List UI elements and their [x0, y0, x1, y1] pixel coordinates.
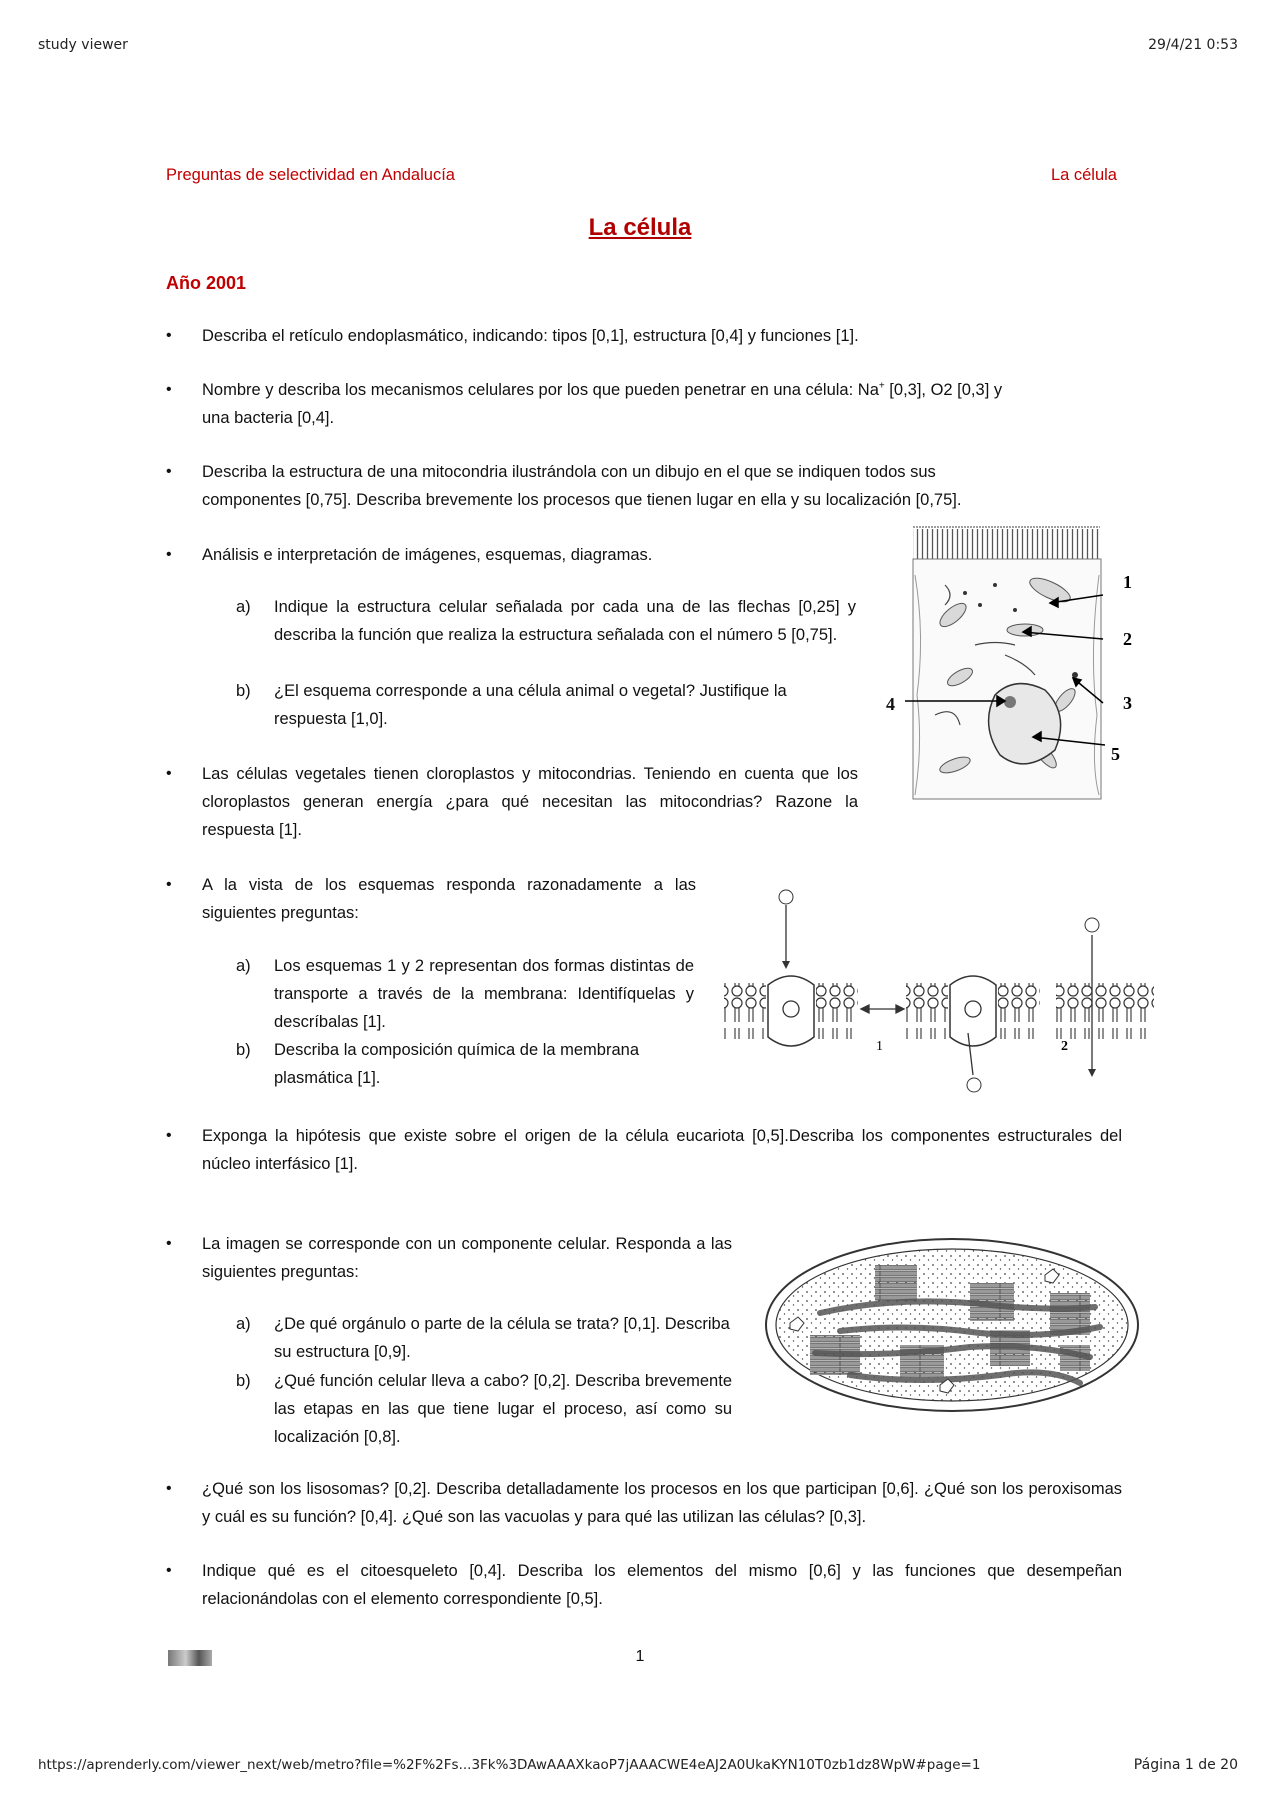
membrane-transport-diagram [716, 885, 1156, 1095]
page-indicator: Página 1 de 20 [1133, 1757, 1238, 1773]
cell-label-5: 5 [1111, 744, 1120, 764]
question-8b [236, 1367, 736, 1451]
cell-label-4: 4 [886, 694, 895, 714]
cell-label-3: 3 [1123, 693, 1132, 713]
bullet: • [166, 1127, 172, 1144]
question-2-text-a: Nombre y describa los mecanismos celulares por los que pueden penetrar en una célula: Na [202, 381, 879, 399]
question-2-text-c: una bacteria [0,4]. [202, 409, 335, 427]
question-2-superscript: + [878, 380, 885, 392]
question-5: Las células vegetales tienen cloroplastos y mitocondrias. Teniendo en cuenta que los cloroplastos generan energía ¿para qué necesitan las mitocondrias? Razone la respuesta [1]. [202, 765, 858, 839]
page-title: La célula [588, 214, 692, 241]
sub-text: ¿Qué función celular lleva a cabo? [0,2]. Describa brevemente las etapas en las que tiene lugar el proceso, así como su localización [0,8]. [274, 1372, 732, 1446]
section-year: Año 2001 [166, 273, 247, 293]
question-3-line-2: componentes [0,75]. Describa brevemente los procesos que tienen lugar en ella y su localización [0,75]. [202, 491, 962, 509]
bullet: • [166, 381, 172, 398]
bullet: • [166, 876, 172, 893]
sub-text: Describa la composición química de la membrana plasmática [1]. [274, 1041, 639, 1087]
cell-label-1: 1 [1123, 572, 1132, 592]
question-8: La imagen se corresponde con un componente celular. Responda a las siguientes preguntas: [202, 1235, 732, 1281]
bullet: • [166, 765, 172, 782]
bullet: • [166, 1562, 172, 1579]
sub-label: b) [236, 1372, 251, 1390]
sub-text: ¿El esquema corresponde a una célula animal o vegetal? Justifique la respuesta [1,0]. [274, 682, 787, 728]
cell-label-2: 2 [1123, 629, 1132, 649]
question-2 [202, 376, 1122, 432]
question-4a [236, 593, 856, 653]
question-6b [236, 1036, 706, 1092]
membrane-segment-3 [1056, 918, 1154, 1077]
sub-label: a) [236, 1315, 251, 1333]
question-7: Exponga la hipótesis que existe sobre el origen de la célula eucariota [0,5].Describa los componentes estructurales del núcleo interfásico [1]. [202, 1127, 1122, 1173]
window-title: study viewer [38, 37, 128, 53]
sub-label: b) [236, 682, 251, 700]
question-6a [236, 952, 706, 1036]
bullet: • [166, 327, 172, 344]
question-8a [236, 1310, 736, 1366]
print-datetime: 29/4/21 0:53 [1148, 37, 1238, 53]
running-header-right: La célula [1050, 166, 1117, 184]
membrane-segment-2 [906, 976, 1040, 1092]
question-3-line-1: Describa la estructura de una mitocondria ilustrándola con un dibujo en el que se indiquen todos sus [202, 463, 936, 481]
question-4: Análisis e interpretación de imágenes, esquemas, diagramas. [202, 546, 653, 564]
question-3 [202, 458, 1142, 514]
page-number: 1 [635, 1648, 645, 1665]
question-9: ¿Qué son los lisosomas? [0,2]. Describa detalladamente los procesos en los que participan [0,6]. ¿Qué son los peroxisomas y cuál es su función? [0,4]. ¿Qué son las vacuolas y para qué las utilizan las células? [0,3]. [202, 1480, 1122, 1526]
bullet: • [166, 463, 172, 480]
page-url[interactable]: https://aprenderly.com/viewer_next/web/metro?file=%2F%2Fs...3Fk%3DAwAAAXkaoP7jAAACWE4eAJ2A0UkaKYN10T0zb1dz8WpW#page=1 [38, 1757, 981, 1773]
membrane-label-2: 2 [1061, 1039, 1068, 1054]
membrane-segment-1 [724, 890, 858, 1046]
running-header-left: Preguntas de selectividad en Andalucía [166, 166, 455, 184]
sub-text: ¿De qué orgánulo o parte de la célula se trata? [0,1]. Describa su estructura [0,9]. [274, 1315, 730, 1361]
bullet: • [166, 546, 172, 563]
sub-text: Los esquemas 1 y 2 representan dos formas distintas de transporte a través de la membrana: Identifíquelas y descríbalas [1]. [274, 957, 694, 1031]
question-10: Indique qué es el citoesqueleto [0,4]. Describa los elementos del mismo [0,6] y las funciones que desempeñan relacionándolas con el elemento correspondiente [0,5]. [202, 1562, 1122, 1608]
sub-label: a) [236, 957, 251, 975]
membrane-label-1: 1 [876, 1039, 883, 1054]
chloroplast-diagram [760, 1235, 1145, 1415]
question-6: A la vista de los esquemas responda razonadamente a las siguientes preguntas: [202, 876, 696, 922]
sub-text: Indique la estructura celular señalada por cada una de las flechas [0,25] y describa la función que realiza la estructura señalada con el número 5 [0,75]. [274, 598, 856, 644]
question-1: Describa el retículo endoplasmático, indicando: tipos [0,1], estructura [0,4] y funciones [1]. [202, 327, 859, 345]
question-2-text-b: [0,3], O2 [0,3] y [884, 381, 1003, 399]
bullet: • [166, 1235, 172, 1252]
sub-label: b) [236, 1041, 251, 1059]
sub-label: a) [236, 598, 251, 616]
microvilli [913, 527, 1101, 559]
bullet: • [166, 1480, 172, 1497]
question-4b [236, 677, 856, 737]
cell-diagram [905, 515, 1150, 815]
